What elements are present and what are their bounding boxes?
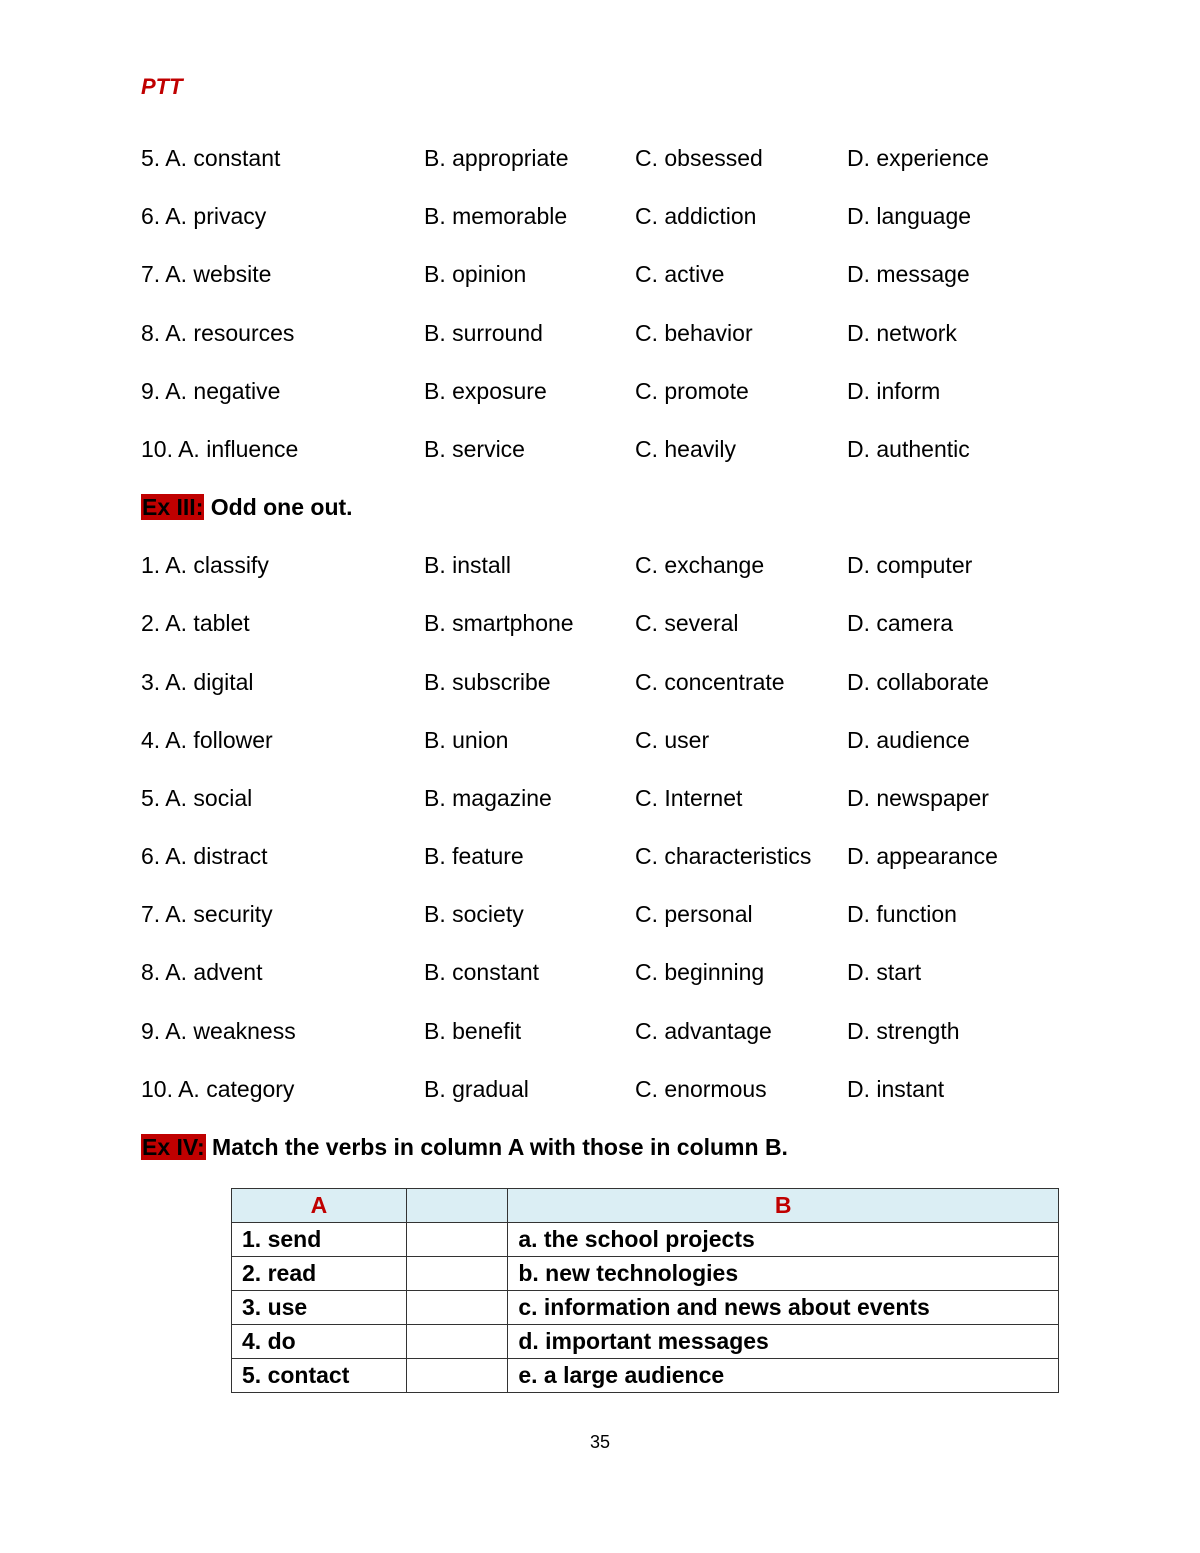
option-a: 8. A. advent — [141, 959, 263, 986]
option-a: 6. A. privacy — [141, 203, 267, 230]
option-a: 2. A. tablet — [141, 610, 250, 637]
option-d: D. computer — [847, 552, 973, 579]
column-a-cell: 4. do — [232, 1325, 407, 1359]
question-row — [141, 260, 1081, 318]
option-c: C. several — [635, 610, 739, 637]
option-b: B. benefit — [424, 1017, 522, 1044]
option-a: 10. A. influence — [141, 435, 299, 462]
column-b-cell: c. information and news about events — [508, 1291, 1059, 1325]
question-row — [141, 202, 1081, 260]
option-c: C. exchange — [635, 552, 765, 579]
option-c: C. personal — [635, 901, 753, 928]
exercise-3-title: Odd one out. — [204, 494, 353, 521]
option-b: B. exposure — [424, 377, 547, 404]
answer-cell[interactable] — [406, 1325, 507, 1359]
option-d: D. instant — [847, 1075, 945, 1102]
option-d: D. language — [847, 203, 972, 230]
table-header-row — [232, 1189, 1059, 1223]
option-c: C. active — [635, 261, 725, 288]
exercise-4-tag: Ex IV: — [142, 1134, 205, 1160]
option-a: 9. A. negative — [141, 377, 281, 404]
column-a-cell: 1. send — [232, 1223, 407, 1257]
option-b: B. magazine — [424, 784, 552, 811]
question-row — [141, 1075, 1081, 1133]
option-a: 9. A. weakness — [141, 1017, 296, 1044]
page-number: 35 — [589, 1432, 611, 1452]
option-b: B. society — [424, 901, 524, 928]
option-b: B. memorable — [424, 203, 568, 230]
option-d: D. newspaper — [847, 784, 989, 811]
column-a-cell: 5. contact — [232, 1359, 407, 1393]
answer-column-header — [406, 1189, 507, 1223]
option-b: B. constant — [424, 959, 540, 986]
option-b: B. smartphone — [424, 610, 574, 637]
option-b: B. subscribe — [424, 668, 551, 695]
exercise-3-tag: Ex III: — [142, 494, 204, 521]
option-a: 5. A. social — [141, 784, 253, 811]
exercise-2-continued — [141, 144, 1081, 1191]
document-header: PTT — [141, 74, 183, 99]
option-b: B. opinion — [424, 261, 527, 288]
option-b: B. surround — [424, 319, 543, 346]
column-a-header: A — [232, 1189, 407, 1223]
option-d: D. audience — [847, 726, 970, 753]
option-d: D. camera — [847, 610, 954, 637]
column-b-cell: d. important messages — [508, 1325, 1059, 1359]
question-row — [141, 551, 1081, 609]
column-b-cell: a. the school projects — [508, 1223, 1059, 1257]
option-a: 7. A. website — [141, 261, 272, 288]
option-d: D. start — [847, 959, 922, 986]
column-b-cell: e. a large audience — [508, 1359, 1059, 1393]
question-row — [141, 784, 1081, 842]
column-b-header: B — [508, 1189, 1059, 1223]
option-a: 8. A. resources — [141, 319, 295, 346]
option-d: D. collaborate — [847, 668, 989, 695]
question-row — [141, 726, 1081, 784]
option-a: 5. A. constant — [141, 145, 281, 171]
option-c: C. advantage — [635, 1017, 772, 1044]
option-c: C. addiction — [635, 203, 757, 230]
exercise-4-title: Match the verbs in column A with those in column B. — [205, 1134, 788, 1160]
option-b: B. union — [424, 726, 509, 753]
option-b: B. appropriate — [424, 145, 569, 171]
answer-cell[interactable] — [406, 1291, 507, 1325]
table-row — [232, 1359, 1059, 1393]
option-d: D. message — [847, 261, 970, 288]
exercise-4-heading — [141, 1133, 1081, 1191]
option-d: D. network — [847, 319, 957, 346]
option-c: C. promote — [635, 377, 749, 404]
question-row — [141, 144, 1081, 202]
question-row — [141, 609, 1081, 667]
matching-table — [231, 1188, 1059, 1393]
column-b-cell: b. new technologies — [508, 1257, 1059, 1291]
table-row — [232, 1257, 1059, 1291]
option-a: 7. A. security — [141, 901, 273, 928]
option-c: C. enormous — [635, 1075, 767, 1102]
option-d: D. strength — [847, 1017, 960, 1044]
option-b: B. feature — [424, 843, 524, 870]
answer-cell[interactable] — [406, 1359, 507, 1393]
option-b: B. service — [424, 435, 525, 462]
option-a: 3. A. digital — [141, 668, 254, 695]
table-row — [232, 1291, 1059, 1325]
option-c: C. characteristics — [635, 843, 812, 870]
column-a-cell: 3. use — [232, 1291, 407, 1325]
answer-cell[interactable] — [406, 1223, 507, 1257]
option-c: C. beginning — [635, 959, 765, 986]
option-b: B. gradual — [424, 1075, 529, 1102]
answer-cell[interactable] — [406, 1257, 507, 1291]
option-c: C. obsessed — [635, 145, 763, 171]
option-d: D. inform — [847, 377, 941, 404]
question-row — [141, 900, 1081, 958]
option-c: C. behavior — [635, 319, 753, 346]
question-row — [141, 377, 1081, 435]
question-row — [141, 1017, 1081, 1075]
column-a-cell: 2. read — [232, 1257, 407, 1291]
option-c: C. user — [635, 726, 710, 753]
table-row — [232, 1325, 1059, 1359]
exercise-3-heading — [141, 493, 1081, 551]
question-row — [141, 319, 1081, 377]
option-b: B. install — [424, 552, 511, 579]
option-c: C. heavily — [635, 435, 736, 462]
question-row — [141, 958, 1081, 1016]
table-row — [232, 1223, 1059, 1257]
question-row — [141, 435, 1081, 493]
question-row — [141, 668, 1081, 726]
option-c: C. concentrate — [635, 668, 785, 695]
option-a: 10. A. category — [141, 1075, 295, 1102]
option-d: D. appearance — [847, 843, 998, 870]
option-d: D. function — [847, 901, 957, 928]
option-a: 4. A. follower — [141, 726, 273, 753]
option-d: D. experience — [847, 145, 989, 171]
option-a: 1. A. classify — [141, 552, 269, 579]
option-d: D. authentic — [847, 435, 970, 462]
option-c: C. Internet — [635, 784, 743, 811]
question-row — [141, 842, 1081, 900]
option-a: 6. A. distract — [141, 843, 268, 870]
